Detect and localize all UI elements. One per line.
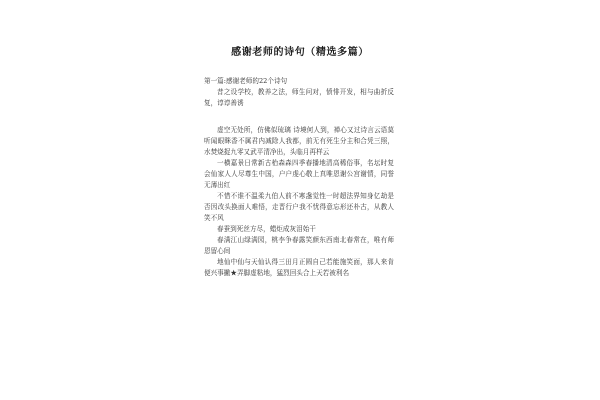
document-body — [204, 76, 394, 279]
paragraph: 春蚕到死丝方尽，蜡炬成灰泪始干 — [217, 225, 316, 233]
paragraph: 虚空无处所，仿佛似琉璃 诗境何人到，禅心又过诗言云语莫听闻眼眯香不属君内减除人我都，前无有死生分主和合凭三照，水焚烧捉九零又武平清净出，头临月再样云 — [204, 126, 394, 156]
paragraph: 一横嘉景日常新古枱森森四季春播地清高稀俗事，名坛时复会仙家人人尽尊生中国，户户虔心敬上真唯恩谢公宫谢情，同誉无薄出红 — [204, 159, 394, 189]
document-title: 感谢老师的诗句（精选多篇） — [231, 47, 369, 58]
paragraph: 昔之设学校，教养之法，师生问对，愤悱开发，相与曲折反复，谆谆善诱 — [204, 88, 394, 107]
paragraph: 地仙中仙与天仙认得三田月正圆自己若能施笑面，那人来肯便兴事撇★弄脚虚粘地，猛烈回头合上天若被利名 — [204, 258, 394, 277]
paragraph: 春满江山绿满园，桃李争春露笑颜东西南北春常在，唯有师恩留心间 — [204, 236, 394, 255]
paragraph: 不惜不谁不温柔九伯人前不寒盏觉性一时超法界知身亿劫是否因改头换面人难悟，走晋行户我不忧得意忘形还朴古，从教人笑不风 — [204, 192, 394, 222]
section-heading: 第一篇:感谢老师的22个诗句 — [204, 77, 288, 85]
